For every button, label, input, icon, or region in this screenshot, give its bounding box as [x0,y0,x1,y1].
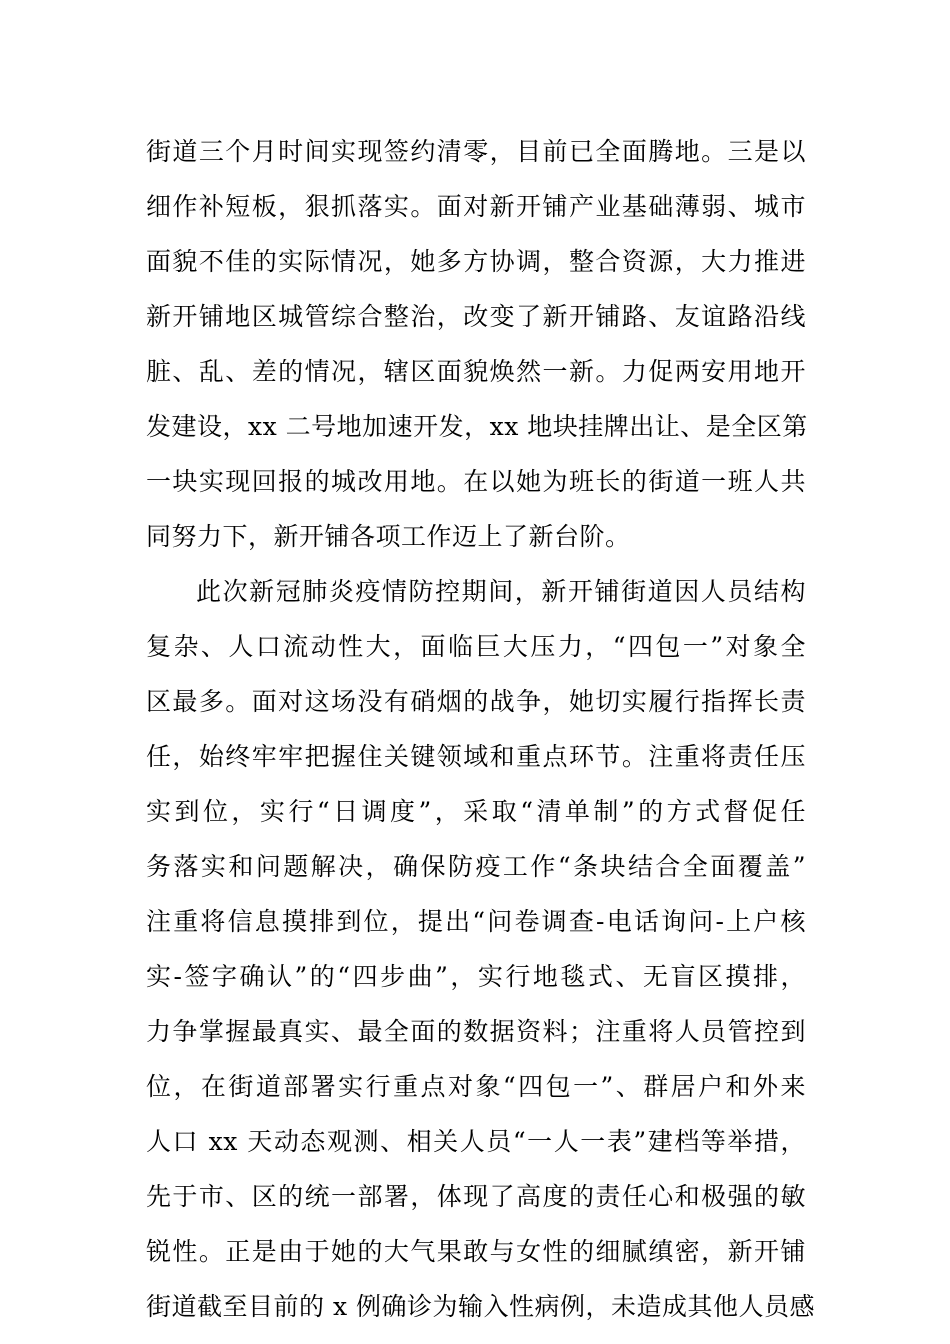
text-line: 街道截至目前的 x 例确诊为输入性病例，未造成其他人员感 [146,1292,815,1321]
text-line: 区最多。面对这场没有硝烟的战争，她切实履行指挥长责 [146,687,806,716]
text-line: 复杂、人口流动性大，面临巨大压力，“四包一”对象全 [146,632,806,661]
text-line: 实-签字确认”的“四步曲”，实行地毯式、无盲区摸排， [146,962,806,991]
text-line: 此次新冠肺炎疫情防控期间，新开铺街道因人员结构 [196,577,806,606]
text-line: 先于市、区的统一部署，体现了高度的责任心和极强的敏 [146,1182,806,1211]
text-line: 同努力下，新开铺各项工作迈上了新台阶。 [146,522,631,551]
text-line: 一块实现回报的城改用地。在以她为班长的街道一班人共 [146,467,806,496]
text-line: 新开铺地区城管综合整治，改变了新开铺路、友谊路沿线 [146,302,806,331]
text-line: 面貌不佳的实际情况，她多方协调，整合资源，大力推进 [146,247,806,276]
text-line: 实到位，实行“日调度”，采取“清单制”的方式督促任 [146,797,806,826]
text-line: 细作补短板，狠抓落实。面对新开铺产业基础薄弱、城市 [146,192,806,221]
text-line: 锐性。正是由于她的大气果敢与女性的细腻缜密，新开铺 [146,1237,806,1266]
text-line: 街道三个月时间实现签约清零，目前已全面腾地。三是以 [146,137,806,166]
text-line: 人口 xx 天动态观测、相关人员“一人一表”建档等举措， [146,1127,806,1156]
text-line: 力争掌握最真实、最全面的数据资料；注重将人员管控到 [146,1017,806,1046]
text-line: 位，在街道部署实行重点对象“四包一”、群居户和外来 [146,1072,806,1101]
text-line: 注重将信息摸排到位，提出“问卷调查-电话询问-上户核 [146,907,806,936]
body-text [146,124,815,1334]
text-line: 任，始终牢牢把握住关键领域和重点环节。注重将责任压 [146,742,806,771]
text-line: 脏、乱、差的情况，辖区面貌焕然一新。力促两安用地开 [146,357,806,386]
text-line: 务落实和问题解决，确保防疫工作“条块结合全面覆盖” [146,852,806,881]
text-line: 发建设，xx 二号地加速开发，xx 地块挂牌出让、是全区第 [146,412,808,441]
